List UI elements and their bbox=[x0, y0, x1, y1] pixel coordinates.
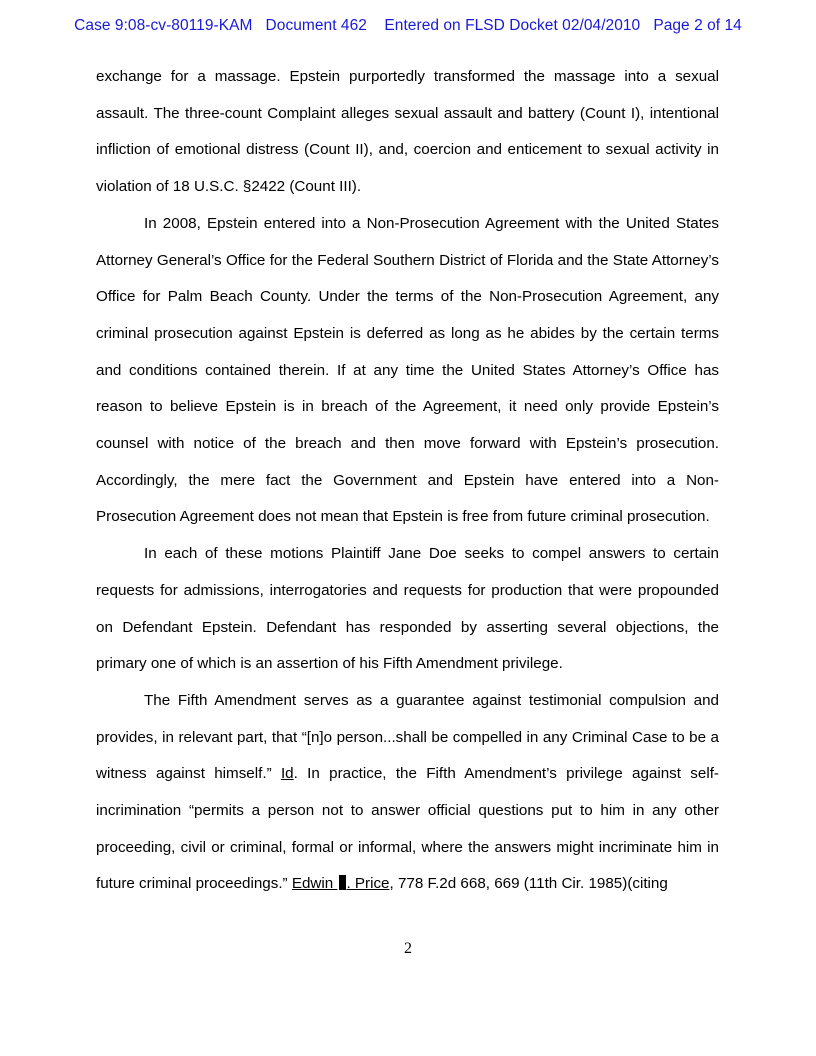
paragraph-complaint-summary: exchange for a massage. Epstein purportedly transformed the massage into a sexual assault. The three-count Complaint alleges sexual assault and battery (Count I), intentional infliction of emotional distress (Count II), and, coercion and enticement to sexual activity in violation of 18 U.S.C. §2422 (Count III). bbox=[96, 68, 719, 196]
case-number: Case 9:08-cv-80119-KAM bbox=[74, 17, 253, 34]
case-citation: Edwin . Price bbox=[291, 875, 390, 893]
docket-header bbox=[0, 17, 816, 35]
citation-id: Id bbox=[280, 765, 294, 783]
page-number: 2 bbox=[404, 940, 412, 957]
paragraph-non-prosecution-agreement: In 2008, Epstein entered into a Non-Prosecution Agreement with the United States Attorney General’s Office for the Federal Southern District of Florida and the State Attorney’s Office for Palm Beach County. Under the terms of the Non-Prosecution Agreement, any criminal prosecution against Epstein is deferred as long as he abides by the certain terms and conditions contained therein. If at any time the United States Attorney’s Office has reason to believe Epstein is in breach of the Agreement, it need only provide Epstein’s counsel with notice of the breach and then move forward with Epstein’s prosecution. Accordingly, the mere fact the Government and Epstein have entered into a Non-Prosecution Agreement does not mean that Epstein is free from future criminal prosecution. bbox=[96, 214, 719, 526]
text-segment: The Fifth Amendment serves as a guarantee against testimonial compulsion and provides, in relevant part, that “[n]o person...shall be compelled in any Criminal Case to be a witness against himself.” bbox=[96, 691, 719, 783]
document-number: Document 462 bbox=[265, 17, 367, 34]
paragraph-fifth-amendment bbox=[96, 683, 719, 903]
docket-entry: Entered on FLSD Docket 02/04/2010 bbox=[384, 17, 641, 34]
document-body bbox=[96, 59, 719, 903]
paragraph-motions: In each of these motions Plaintiff Jane Doe seeks to compel answers to certain requests for admissions, interrogatories and requests for production that were propounded on Defendant Epstein. Defendant has responded by asserting several objections, the primary one of which is an assertion of his Fifth Amendment privilege. bbox=[96, 545, 719, 673]
text-segment: . In practice, the Fifth Amendment’s privilege against self-incrimination “permits a person not to answer official questions put to him in any other proceeding, civil or criminal, formal or informal, where the answers might incriminate him in future criminal proceedings.” bbox=[96, 765, 719, 893]
text-segment: , 778 F.2d 668, 669 (11th Cir. 1985)(citing bbox=[389, 875, 668, 893]
page-indicator: Page 2 of 14 bbox=[653, 17, 742, 34]
